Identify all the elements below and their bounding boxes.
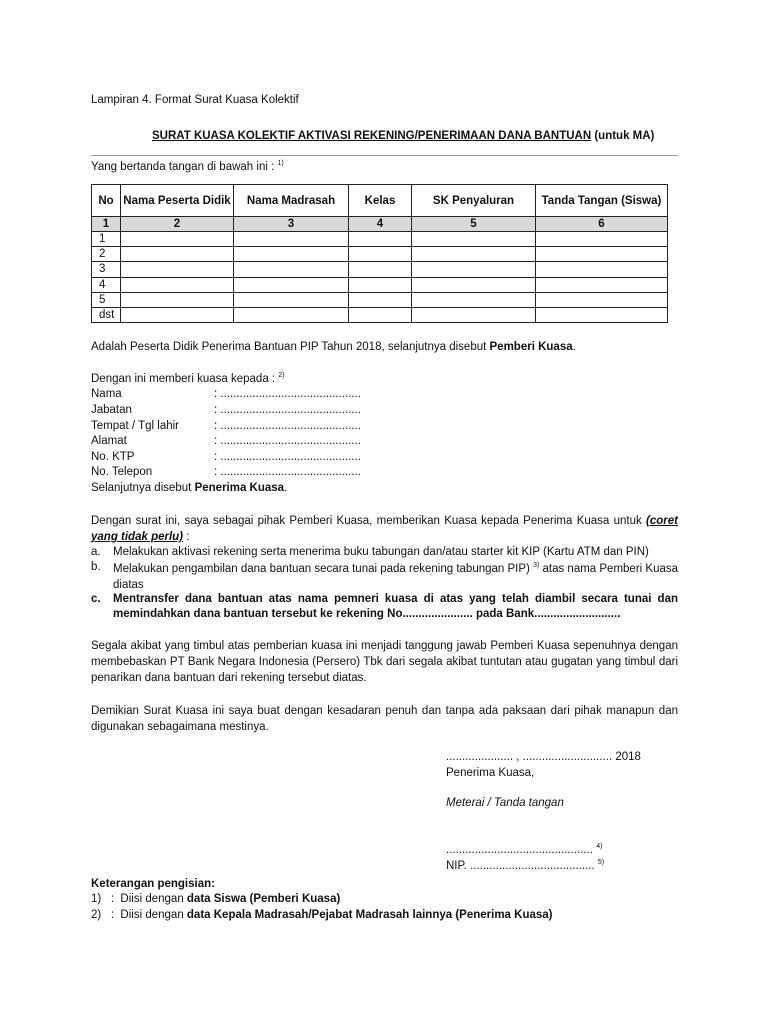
field-value-no-ktp: : ............................................ xyxy=(214,451,361,463)
row-number: 2 xyxy=(92,247,121,262)
table-cell xyxy=(121,277,234,292)
field-label-nama: Nama xyxy=(91,388,122,400)
table-cell xyxy=(234,277,349,292)
item-a-text: Melakukan aktivasi rekening serta menerima buku tabungan dan/atau starter kit KIP (Kartu ATM dan PIN) xyxy=(113,546,649,558)
dengan-surat-paragraph xyxy=(91,513,678,545)
item-b-text xyxy=(113,561,678,593)
table-cell xyxy=(536,307,668,322)
field-value-jabatan: : ............................................ xyxy=(214,404,361,416)
column-number: 3 xyxy=(234,217,349,232)
field-label-no-telepon: No. Telepon xyxy=(91,466,153,478)
table-cell xyxy=(121,247,234,262)
row-number: 1 xyxy=(92,232,121,247)
field-label-tempat-tgl-lahir: Tempat / Tgl lahir xyxy=(91,420,179,432)
keterangan-item-1 xyxy=(91,893,340,905)
pemberi-kuasa-label: Pemberi Kuasa xyxy=(489,341,573,353)
table-cell xyxy=(234,262,349,277)
students-table xyxy=(91,184,668,323)
table-cell xyxy=(412,307,536,322)
item-c-line-1: Mentransfer dana bantuan atas nama pemneri kuasa di atas yang telah diambil secara tunai dan xyxy=(113,593,678,605)
item-b-text-main: Melakukan pengambilan dana bantuan secara tunai pada rekening tabungan PIP) xyxy=(113,563,530,575)
table-cell xyxy=(234,292,349,307)
column-number: 5 xyxy=(412,217,536,232)
field-label-no-ktp: No. KTP xyxy=(91,451,135,463)
row-number: 5 xyxy=(92,292,121,307)
column-number-row xyxy=(92,217,668,232)
table-cell xyxy=(121,307,234,322)
table-cell xyxy=(349,292,412,307)
field-value-tempat-tgl-lahir: : ............................................ xyxy=(214,420,361,432)
table-cell xyxy=(536,247,668,262)
adalah-line xyxy=(91,341,576,353)
dengan-surat-colon: : xyxy=(183,531,190,543)
lampiran-label: Lampiran 4. Format Surat Kuasa Kolektif xyxy=(91,94,299,106)
table-cell xyxy=(536,292,668,307)
row-number: dst xyxy=(92,307,121,322)
header-no: No xyxy=(92,185,121,217)
field-value-alamat: : ............................................ xyxy=(214,435,361,447)
table-row xyxy=(92,262,668,277)
column-number: 2 xyxy=(121,217,234,232)
table-cell xyxy=(121,262,234,277)
item-b-footnote: 3) xyxy=(533,562,540,569)
column-number: 1 xyxy=(92,217,121,232)
table-cell xyxy=(536,262,668,277)
item-c-letter: c. xyxy=(91,593,101,605)
table-row xyxy=(92,232,668,247)
row-number: 3 xyxy=(92,262,121,277)
adalah-end: . xyxy=(572,341,576,353)
selanjutnya-text: Selanjutnya disebut xyxy=(91,482,195,494)
item-b-letter: b. xyxy=(91,561,101,573)
field-value-nama: : ............................................ xyxy=(214,388,361,400)
name-dots: .............................................. xyxy=(446,844,593,856)
nip-footnote: 5) xyxy=(597,859,605,866)
row-number: 4 xyxy=(92,277,121,292)
header-nama-peserta-didik: Nama Peserta Didik xyxy=(121,185,234,217)
selanjutnya-line xyxy=(91,482,287,494)
header-nama-madrasah: Nama Madrasah xyxy=(234,185,349,217)
field-label-alamat: Alamat xyxy=(91,435,127,447)
intro-footnote: 1) xyxy=(277,160,284,167)
table-cell xyxy=(349,247,412,262)
column-number: 6 xyxy=(536,217,668,232)
item-c-line-2: memindahkan dana bantuan tersebut ke rekening No...................... pada Bank........................... xyxy=(113,608,621,620)
intro-line xyxy=(91,161,284,173)
table-header-row xyxy=(92,185,668,217)
signature-nip-line xyxy=(446,860,604,872)
column-number: 4 xyxy=(349,217,412,232)
dengan-surat-text: Dengan surat ini, saya sebagai pihak Pemberi Kuasa, memberikan Kuasa kepada Penerima Kuasa untuk xyxy=(91,515,647,527)
table-cell xyxy=(234,307,349,322)
table-cell xyxy=(412,232,536,247)
nip-dots: NIP. ....................................... xyxy=(446,860,595,872)
selanjutnya-end: . xyxy=(284,482,288,494)
coret-note: (coret yang tidak perlu) xyxy=(91,515,678,543)
header-kelas: Kelas xyxy=(349,185,412,217)
signature-name-line xyxy=(446,844,602,856)
header-sk-penyaluran: SK Penyaluran xyxy=(412,185,536,217)
keterangan-text: Diisi dengan xyxy=(120,893,187,905)
title-divider xyxy=(91,155,678,156)
table-cell xyxy=(349,277,412,292)
adalah-text: Adalah Peserta Didik Penerima Bantuan PIP Tahun 2018, selanjutnya disebut xyxy=(91,341,490,353)
table-cell xyxy=(412,262,536,277)
signature-meterai: Meterai / Tanda tangan xyxy=(446,797,564,809)
item-b-text-end: atas nama Pemberi Kuasa diatas xyxy=(113,563,679,591)
keterangan-text: Diisi dengan xyxy=(120,909,187,921)
segala-paragraph: Segala akibat yang timbul atas pemberian kuasa ini menjadi tanggung jawab Pemberi Kuasa sepenuhnya dengan membebaskan PT Bank Negara Indonesia (Persero) Tbk dari segala akibat tuntutan atau gugatan yang timbul dari penarikan dana bantuan dari rekening tersebut diatas. xyxy=(91,640,678,684)
penerima-kuasa-label: Penerima Kuasa xyxy=(194,482,285,494)
keterangan-num: 2) xyxy=(91,909,102,921)
keterangan-bold: data Kepala Madrasah/Pejabat Madrasah lainnya (Penerima Kuasa) xyxy=(186,909,553,921)
table-cell xyxy=(121,232,234,247)
keterangan-bold: data Siswa (Pemberi Kuasa) xyxy=(186,893,341,905)
document-title xyxy=(152,130,654,142)
field-value-no-telepon: : ............................................ xyxy=(214,466,361,478)
table-cell xyxy=(412,247,536,262)
signature-role: Penerima Kuasa, xyxy=(446,767,535,779)
table-cell xyxy=(536,277,668,292)
header-tanda-tangan: Tanda Tangan (Siswa) xyxy=(536,185,668,217)
intro-text: Yang bertanda tangan di bawah ini : xyxy=(91,161,275,173)
table-cell xyxy=(349,262,412,277)
table-row xyxy=(92,292,668,307)
document-title-suffix: (untuk MA) xyxy=(594,130,655,142)
keterangan-title: Keterangan pengisian: xyxy=(91,878,215,890)
keterangan-num: 1) xyxy=(91,893,102,905)
keterangan-sep: : xyxy=(110,909,115,921)
table-cell xyxy=(234,232,349,247)
kuasa-footnote: 2) xyxy=(278,372,285,379)
table-cell xyxy=(234,247,349,262)
table-cell xyxy=(349,232,412,247)
table-row xyxy=(92,277,668,292)
keterangan-item-2 xyxy=(91,909,553,921)
table-cell xyxy=(121,292,234,307)
name-footnote: 4) xyxy=(596,843,603,850)
kuasa-intro-text: Dengan ini memberi kuasa kepada : xyxy=(91,373,276,385)
table-cell xyxy=(412,292,536,307)
table-row xyxy=(92,307,668,322)
document-title-main: SURAT KUASA KOLEKTIF AKTIVASI REKENING/PENERIMAAN DANA BANTUAN xyxy=(152,130,592,142)
field-label-jabatan: Jabatan xyxy=(91,404,132,416)
keterangan-sep: : xyxy=(110,893,115,905)
signature-date-line: ..................... , ............................ 2018 xyxy=(446,751,641,763)
table-row xyxy=(92,247,668,262)
kuasa-intro xyxy=(91,373,285,385)
item-a-letter: a. xyxy=(91,546,101,558)
demikian-paragraph: Demikian Surat Kuasa ini saya buat dengan kesadaran penuh dan tanpa ada paksaan dari pihak manapun dan digunakan sebagaimana mestinya. xyxy=(91,705,678,733)
table-cell xyxy=(536,232,668,247)
table-cell xyxy=(349,307,412,322)
table-cell xyxy=(412,277,536,292)
